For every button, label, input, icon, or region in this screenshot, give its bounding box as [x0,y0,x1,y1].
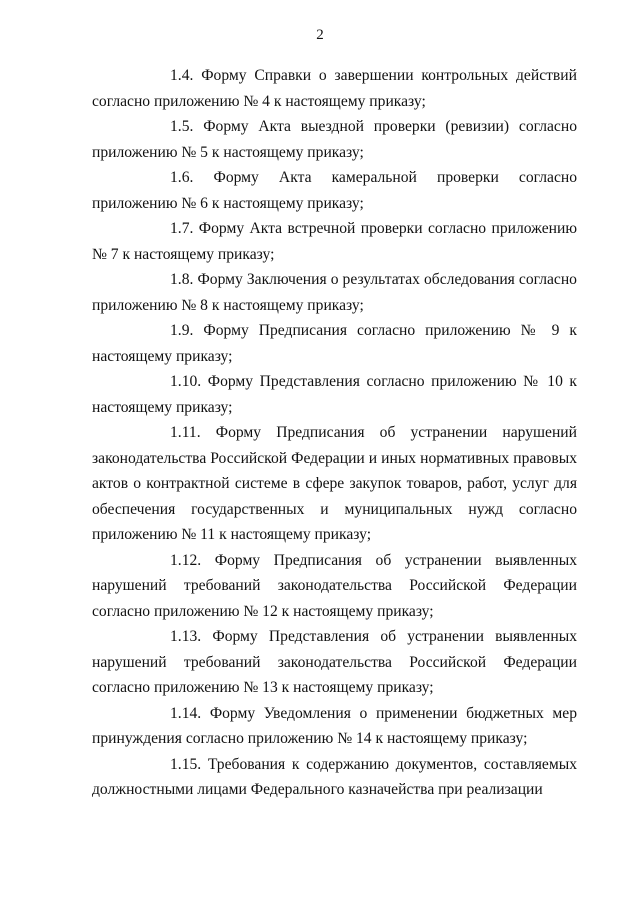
list-item [92,216,577,267]
item-number: 1.8. [170,271,194,288]
document-body [92,63,577,803]
item-number: 1.9. [170,322,194,339]
item-number: 1.14. [170,704,202,722]
list-item [92,420,577,548]
item-number: 1.10. [170,373,202,390]
item-number: 1.12. [170,551,202,569]
list-item [92,701,577,752]
item-text: Форму Представления согласно приложению № 10 к настоящему приказу; [92,373,577,416]
list-item [92,369,577,420]
list-item [92,63,577,114]
item-text: Форму Акта выездной проверки (ревизии) согласно приложению № 5 к настоящему приказу; [92,118,577,161]
item-number: 1.5. [170,118,194,135]
item-text: Форму Акта встречной проверки согласно приложению № 7 к настоящему приказу; [92,220,577,263]
item-number: 1.6. [170,169,194,186]
page-number: 2 [316,27,324,43]
item-text: Требования к содержанию документов, составляемых должностными лицами Федерального казначейства при реализации [92,755,577,798]
item-text: Форму Предписания согласно приложению № 9 к настоящему приказу; [92,322,578,365]
list-item [92,318,577,369]
item-text: Форму Справки о завершении контрольных действий согласно приложению № 4 к настоящему приказу; [92,67,577,110]
item-text: Форму Уведомления о применении бюджетных мер принуждения согласно приложению № 14 к настоящему приказу; [92,704,577,747]
item-text: Форму Заключения о результатах обследования согласно приложению № 8 к настоящему приказу; [92,271,577,314]
list-item [92,114,577,165]
list-item [92,624,577,701]
list-item [92,165,577,216]
item-text: Форму Представления об устранении выявленных нарушений требований законодательства Российской Федерации согласно приложению № 13 к настоящему приказу; [92,628,577,696]
item-number: 1.7. [170,220,194,237]
item-text: Форму Предписания об устранении нарушений законодательства Российской Федерации и иных нормативных правовых актов о контрактной системе в сфере закупок товаров, работ, услуг для обеспечения государственных и муниципальных нужд согласно приложению № 11 к настоящему приказу; [92,424,577,543]
list-item [92,752,577,803]
item-text: Форму Акта камеральной проверки согласно приложению № 6 к настоящему приказу; [92,169,578,212]
item-text: Форму Предписания об устранении выявленных нарушений требований законодательства Российской Федерации согласно приложению № 12 к настоящему приказу; [92,551,577,620]
item-number: 1.11. [170,424,201,441]
item-number: 1.15. [170,755,202,773]
list-item [92,548,577,625]
item-number: 1.4. [170,67,194,84]
list-item [92,267,577,318]
item-number: 1.13. [170,628,202,645]
